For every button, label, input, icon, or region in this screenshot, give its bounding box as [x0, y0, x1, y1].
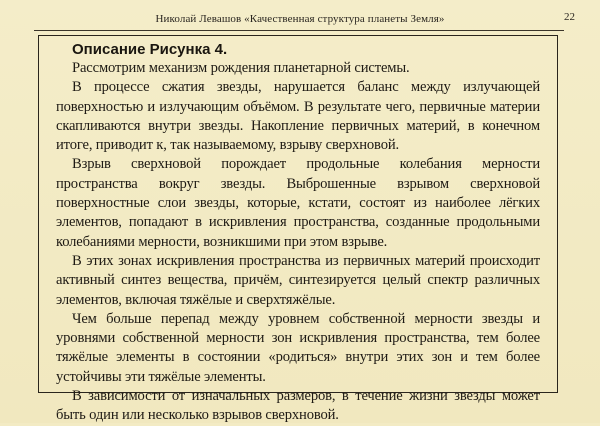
running-header: Николай Левашов «Качественная структура планеты Земля»	[155, 13, 445, 25]
paragraph-3: Взрыв сверхновой порождает продольные колебания мерности пространства вокруг звезды. Выброшенные взрывом сверхновой поверхностные слои звезды, которые, кстати, состоят из наиболее лёгких элементов, попадают в искривления пространства, созданные продольными колебаниями мерности, возникшими при этом взрыве.	[56, 156, 540, 250]
page-number: 22	[564, 11, 575, 23]
paragraph-2: В процессе сжатия звезды, нарушается баланс между излучающей поверхностью и излучающим объёмом. В результате чего, первичные материи скапливаются внутри звезды. Накопление первичных материй, в конечном итоге, приводит к, так называемому, взрыву сверхновой.	[56, 79, 540, 154]
header-rule	[34, 30, 564, 31]
paragraph-6: В зависимости от изначальных размеров, в течение жизни звезды может быть один или несколько взрывов сверхновой.	[56, 388, 540, 424]
figure-description-box	[38, 35, 558, 424]
paragraph-1: Рассмотрим механизм рождения планетарной системы.	[72, 60, 410, 76]
paragraph-4: В этих зонах искривления пространства из первичных материй происходит активный синтез вещества, причём, синтезируется целый спектр различных элементов, включая тяжёлые и сверхтяжёлые.	[56, 252, 540, 308]
box-title: Описание Рисунка 4.	[72, 41, 228, 58]
paragraph-5: Чем больше перепад между уровнем собственной мерности звезды и уровнями собственной мерности зон искривления пространства, тем более тяжёлые элементы в состоянии «родиться» внутри этих зон и тем более устойчивы эти тяжёлые элементы.	[56, 310, 540, 385]
